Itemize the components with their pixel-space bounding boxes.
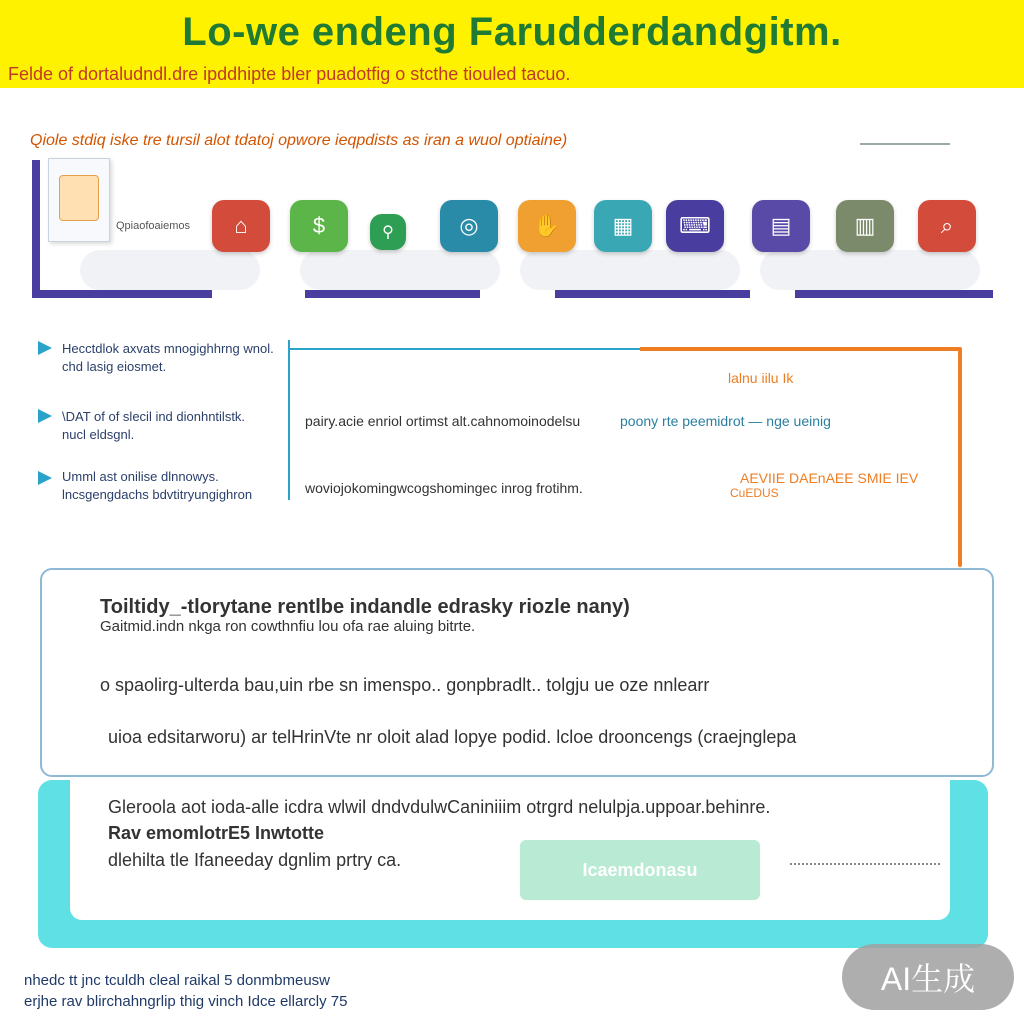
orange-connector-right (958, 347, 962, 567)
hand-icon: ✋ (518, 200, 576, 252)
page-subtitle: Felde of dortaludndl.dre ipddhipte bler puadotfig o stcthe tiouled tacuo. (8, 64, 571, 84)
intro-dash-line (860, 143, 950, 145)
bullet-line: Hecctdlok axvats mnogighhrng wnol. (62, 341, 274, 356)
bullet-line: Umml ast onilise dlnnowys. (62, 469, 219, 484)
bullet-item-2 (62, 408, 302, 444)
box1-line-2: uioa edsitarworu) ar telHrinVte nr oloit alad lopye podid. lcloe drooncengs (craejnglepa (108, 727, 797, 747)
key-icon: ⚲ (370, 214, 406, 250)
purple-bar-4 (795, 290, 993, 298)
box2-line-2: Rav emomlotrE5 Inwtotte (108, 823, 325, 843)
box1-heading: Toiltidy_-tlorytane rentlbe indandle edrasky riozle nany) (100, 596, 630, 618)
document-card-image (59, 175, 99, 221)
bullet-line: nucl eldsgnl. (62, 427, 135, 442)
orange-connector-top (640, 347, 960, 351)
ai-generated-badge: AI生成 (842, 944, 1014, 1010)
bullet-item-1 (62, 340, 302, 376)
document-icon: ▤ (752, 200, 810, 252)
money-icon: $ (290, 200, 348, 252)
footer-line-2: erjhe rav blirchahngrlip thig vinch Idce ellarcly 75 (24, 993, 348, 1010)
purple-bar-1 (32, 290, 212, 298)
box2-line-1: Gleroola aot ioda-alle icdra wlwil dndvdulwCaniniiim otrgrd nelulpja.uppoar.behinre. (108, 797, 771, 817)
city-icon: ▥ (836, 200, 894, 252)
purple-bar-2 (305, 290, 480, 298)
orange-label-bottom2: CuEDUS (730, 486, 779, 500)
intro-text: Qiole stdiq iske tre tursil alot tdatoj opwore ieqpdists as iran a wuol optiaine) (30, 132, 568, 149)
orange-label-top: lalnu iilu Ik (728, 370, 794, 386)
calculator-icon: ▦ (594, 200, 652, 252)
box2-line-3: dlehilta tle Ifaneeday dgnlim prtry ca. (108, 850, 402, 870)
document-card (48, 158, 110, 242)
purple-bar-3 (555, 290, 750, 298)
box1-line-1: o spaolirg-ulterda bau,uin rbe sn imenspo.. gonpbradlt.. tolgju ue oze nnlearr (100, 675, 710, 695)
house-icon: ⌂ (212, 200, 270, 252)
purple-frame-left (32, 160, 40, 298)
page-title: Lo-we endeng Farudderdandgitm. (182, 10, 842, 54)
search-icon: ⌕ (918, 200, 976, 252)
orange-label-mid: poony rte peemidrot — nge ueinig (620, 413, 831, 429)
bullet-line: chd lasig eiosmet. (62, 359, 167, 374)
cta-button[interactable]: Icaemdonasu (520, 840, 760, 900)
keyboard-icon: ⌨ (666, 200, 724, 252)
timeline-horizontal-line (290, 348, 640, 350)
orange-label-bottom: AEVIIE DAEnAEE SMIE IEV (740, 470, 919, 486)
bullet-line: lncsgengdachs bdvtitryungighron (62, 487, 253, 502)
bullet-arrow-icon (38, 409, 52, 423)
bullet-line: \DAT of of slecil ind dionhntilstk. (62, 409, 246, 424)
cloud-shape (760, 250, 980, 290)
cloud-shape (80, 250, 260, 290)
bullet-arrow-icon (38, 471, 52, 485)
timeline-vertical-line (288, 340, 290, 500)
bullet-arrow-icon (38, 341, 52, 355)
timeline-text-2: woviojokomingwcogshomingec inrog frotihm. (305, 480, 583, 496)
footer-line-1: nhedc tt jnc tculdh cleal raikal 5 donmbmeusw (24, 972, 330, 989)
cloud-shape (520, 250, 740, 290)
document-card-label: Qpiaofoaiemos (116, 220, 190, 232)
bullet-item-3 (62, 468, 302, 504)
cloud-shape (300, 250, 500, 290)
target-icon: ◎ (440, 200, 498, 252)
timeline-text-1: pairy.acie enriol ortimst alt.cahnomoinodelsu (305, 413, 581, 429)
box1-subheading: Gaitmid.indn nkga ron cowthnfiu lou ofa rae aluing bitrte. (100, 618, 476, 635)
cta-dashed-line (790, 863, 940, 867)
